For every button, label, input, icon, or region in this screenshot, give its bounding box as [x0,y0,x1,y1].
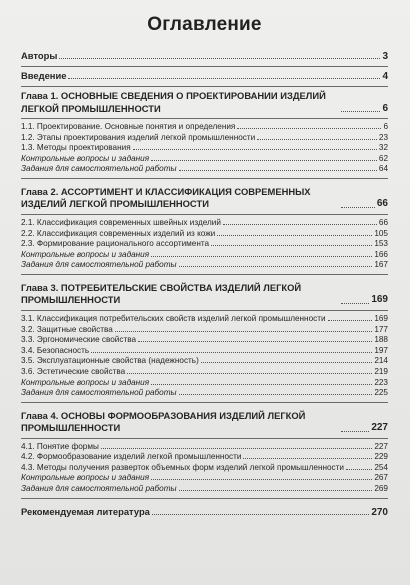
chapter-heading[interactable] [21,410,388,435]
toc-entry-label: Контрольные вопросы и задания [21,473,150,483]
toc-entry-exercises[interactable] [21,154,388,165]
toc-entry-label: 3.3. Эргономические свойства [21,335,137,345]
divider [21,214,388,215]
toc-entry-label: 1.2. Этапы проектирования изделий легкой промышленности [21,132,256,142]
divider [21,310,388,311]
divider [21,66,388,67]
dot-leader [151,479,372,480]
toc-entry-label: Контрольные вопросы и задания [21,153,150,163]
chapter-title: Глава 2. АССОРТИМЕНТ И КЛАССИФИКАЦИЯ СОВРЕМЕННЫХ ИЗДЕЛИЙ ЛЕГКОЙ ПРОМЫШЛЕННОСТИ [21,185,311,210]
divider [21,498,388,499]
toc-entry-authors[interactable] [21,50,388,63]
toc-entry-section[interactable] [21,335,388,346]
toc-entry-label: Введение [21,70,67,81]
dot-leader [151,256,372,257]
toc-entry-section[interactable] [21,452,388,463]
toc-entry-label: Контрольные вопросы и задания [21,377,150,387]
toc-entry-section[interactable] [21,463,388,474]
dot-leader [237,128,381,129]
toc-page-number: 23 [378,132,388,142]
toc-page-number: 66 [378,217,388,227]
dot-leader [341,207,375,208]
chapter-heading[interactable] [21,282,388,307]
toc-entry-exercises[interactable] [21,260,388,271]
toc-entry-label: 1.3. Методы проектирования [21,143,131,153]
toc-page-number: 66 [376,198,388,210]
toc-page-number: 32 [378,143,388,153]
dot-leader [59,58,380,59]
toc-entry-exercises[interactable] [21,388,388,399]
dot-leader [151,160,377,161]
toc-page-number: 197 [374,345,388,355]
toc-page-number: 62 [378,153,388,163]
chapter-heading[interactable] [21,186,388,211]
toc-entry-label: 4.2. Формообразование изделий легкой промышленности [21,452,242,462]
toc-entry-label: Контрольные вопросы и задания [21,249,150,259]
chapter-list [21,90,388,499]
toc-page-number: 6 [383,122,388,131]
toc-page-number: 3 [382,51,388,62]
toc-entry-label: 2.3. Формирование рационального ассортимента [21,239,210,249]
dot-leader [101,448,372,449]
toc-entry-section[interactable] [21,325,388,336]
divider [21,178,388,179]
toc-entry-label: 3.6. Эстетические свойства [21,366,126,376]
dot-leader [223,224,377,225]
toc-page-number: 4 [382,71,388,82]
toc-entry-exercises[interactable] [21,473,388,484]
toc-entry-label: 3.4. Безопасность [21,345,90,355]
toc-entry-exercises[interactable] [21,484,388,495]
toc-entry-label: 4.3. Методы получения разверток объемных форм изделий легкой промышленности [21,462,344,472]
dot-leader [257,139,377,140]
divider [21,402,388,403]
dot-leader [115,331,372,332]
toc-entry-label: 3.5. Эксплуатационные свойства (надежность) [21,356,199,366]
toc-page-number: 169 [371,294,388,306]
toc-page-number: 153 [374,239,388,249]
toc-entry-section[interactable] [21,314,388,325]
divider [21,438,388,439]
dot-leader [91,352,372,353]
toc-entry-label: 4.1. Понятие формы [21,441,99,451]
divider [21,118,388,119]
toc-entry-label: 3.1. Классификация потребительских свойств изделий легкой промышленности [21,313,326,323]
toc-entry-section[interactable] [21,442,388,453]
toc-entry-label: Задания для самостоятельной работы [21,388,177,398]
toc-entry-intro[interactable] [21,70,388,83]
dot-leader [328,320,373,321]
toc-page-number: 219 [374,366,388,376]
dot-leader [341,303,369,304]
toc-entry-label: Авторы [21,50,58,61]
toc-entry-label: 2.1. Классификация современных швейных изделий [21,217,221,227]
toc-page-number: 214 [374,356,388,366]
dot-leader [127,373,372,374]
toc-entry-label: 1.1. Проектирование. Основные понятия и определения [21,122,236,131]
toc-entry-section[interactable] [21,143,388,154]
toc-page-number: 169 [374,313,388,323]
toc-page-number: 270 [371,506,388,518]
dot-leader [243,458,372,459]
chapter-block [21,90,388,179]
toc-page-number: 166 [374,249,388,259]
toc-entry-section[interactable] [21,239,388,250]
toc-entry-label: Задания для самостоятельной работы [21,260,177,270]
toc-entry-label: Рекомендуемая литература [21,505,150,517]
toc-page-number: 227 [374,441,388,451]
dot-leader [152,514,369,515]
dot-leader [179,266,373,267]
chapter-block [21,282,388,403]
toc-entry-section[interactable] [21,356,388,367]
toc-page-number: 225 [374,388,388,398]
divider [21,86,388,87]
toc-entry-exercises[interactable] [21,250,388,261]
dot-leader [179,170,377,171]
toc-entry-section[interactable] [21,133,388,144]
dot-leader [179,490,373,491]
toc-page-number: 167 [374,260,388,270]
toc-page-number: 177 [374,324,388,334]
dot-leader [341,111,380,112]
toc-page-number: 105 [374,228,388,238]
chapter-title: Глава 1. ОСНОВНЫЕ СВЕДЕНИЯ О ПРОЕКТИРОВАНИИ ИЗДЕЛИЙ ЛЕГКОЙ ПРОМЫШЛЕННОСТИ [21,90,326,114]
dot-leader [341,431,369,432]
toc-page-number: 223 [374,377,388,387]
dot-leader [346,469,372,470]
toc-page-number: 64 [378,164,388,174]
dot-leader [179,394,373,395]
toc-entry-section[interactable] [21,346,388,357]
toc-entry-exercises[interactable] [21,378,388,389]
toc-entry-section[interactable] [21,229,388,240]
dot-leader [201,362,373,363]
toc-page-number: 6 [382,102,388,114]
dot-leader [68,78,380,79]
dot-leader [211,245,372,246]
toc-page-number: 267 [374,473,388,483]
toc-page-number: 227 [371,422,388,434]
chapter-title: Глава 4. ОСНОВЫ ФОРМООБРАЗОВАНИЯ ИЗДЕЛИЙ ЛЕГКОЙ ПРОМЫШЛЕННОСТИ [21,409,306,434]
toc-entry-label: 2.2. Классификация современных изделий из кожи [21,228,216,238]
toc-entry-label: Задания для самостоятельной работы [21,484,177,494]
toc-page-number: 254 [374,462,388,472]
toc-entry-exercises[interactable] [21,164,388,175]
toc-page-number: 269 [374,484,388,494]
toc-entry-section[interactable] [21,218,388,229]
toc-page-number: 188 [374,335,388,345]
toc-entry-label: 3.2. Защитные свойства [21,324,113,334]
dot-leader [138,341,372,342]
toc-page-number: 229 [374,452,388,462]
toc-entry-references[interactable] [21,506,388,519]
chapter-block [21,410,388,499]
toc-entry-label: Задания для самостоятельной работы [21,164,177,174]
chapter-title: Глава 3. ПОТРЕБИТЕЛЬСКИЕ СВОЙСТВА ИЗДЕЛИЙ ЛЕГКОЙ ПРОМЫШЛЕННОСТИ [21,281,302,306]
chapter-heading[interactable] [21,90,388,115]
page-title: Оглавление [147,14,262,35]
chapter-block [21,186,388,275]
toc-entry-section[interactable] [21,367,388,378]
divider [21,274,388,275]
toc-entry-section[interactable] [21,122,388,133]
dot-leader [151,384,372,385]
dot-leader [217,235,372,236]
dot-leader [133,149,377,150]
